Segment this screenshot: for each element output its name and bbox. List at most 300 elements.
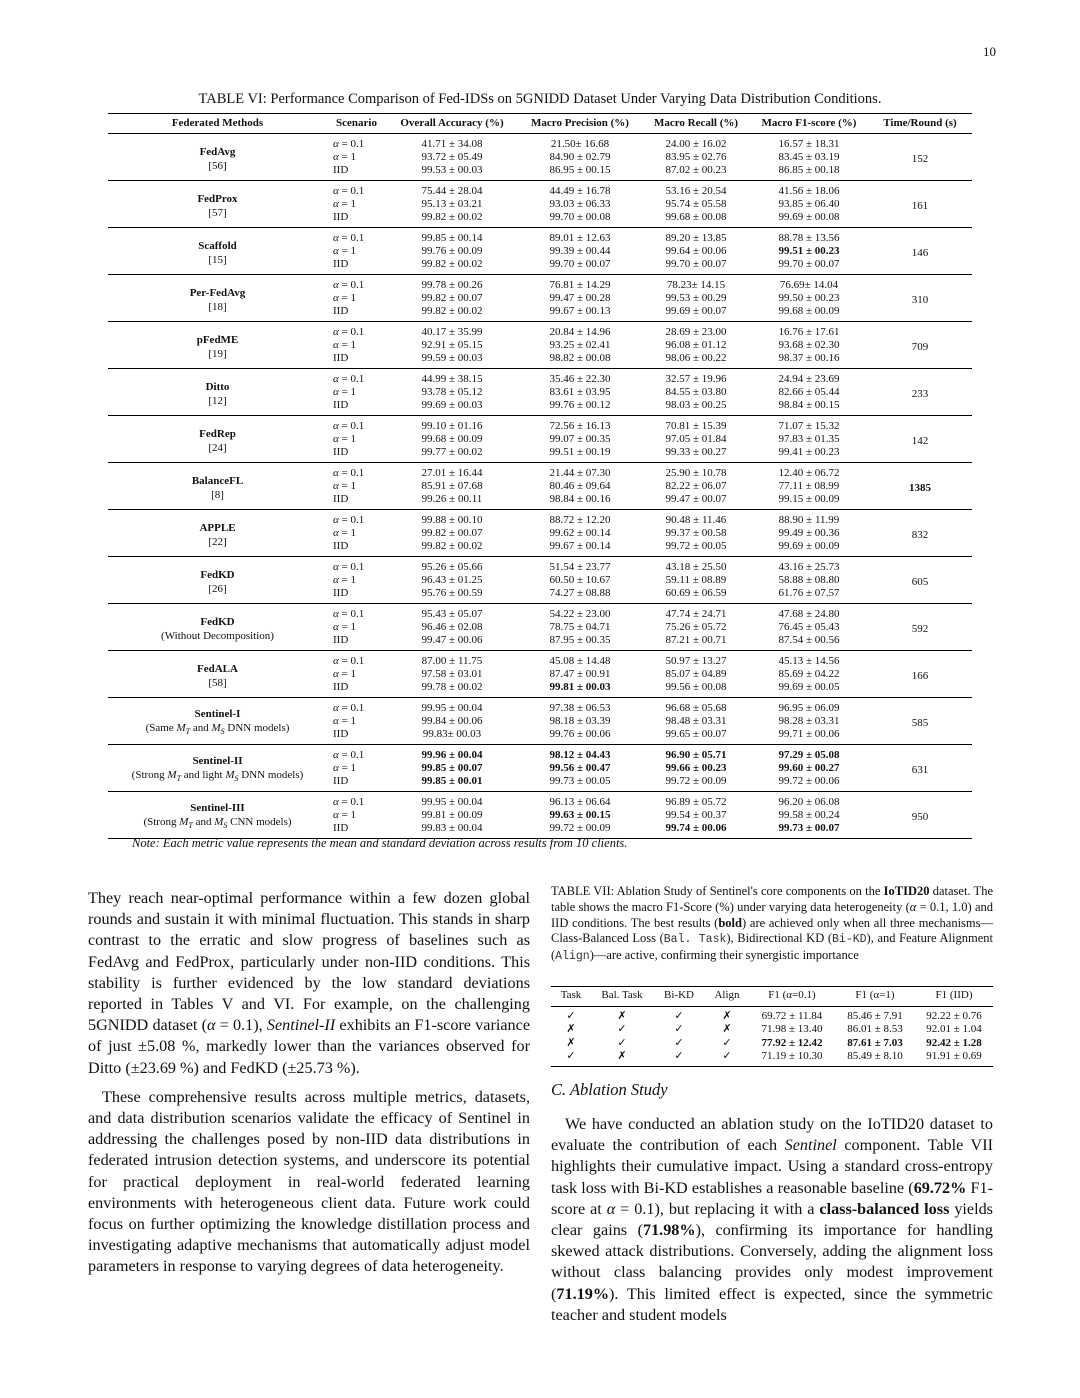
metric-cell: 99.85 ± 00.01 — [421, 775, 483, 787]
metric-cell: 99.26 ± 00.11 — [421, 493, 483, 505]
method-label: Sentinel-III — [190, 801, 245, 814]
scenario-cell: α = 0.1 — [333, 749, 365, 761]
table-row — [108, 557, 972, 575]
metric-cell: 98.37 ± 00.16 — [778, 352, 840, 364]
metric-cell: 99.68 ± 00.09 — [778, 305, 840, 317]
table-row — [108, 604, 972, 622]
table7-caption-text-e: ), and Feature Alignment ( — [551, 931, 993, 963]
component-mark: ✗ — [566, 1023, 576, 1035]
metric-cell: 99.53 ± 00.03 — [421, 164, 483, 176]
metric-cell: 21.44 ± 07.30 — [549, 467, 611, 479]
method-group — [108, 745, 972, 792]
metric-cell: 99.69 ± 00.05 — [778, 681, 840, 693]
metric-cell: 45.13 ± 14.56 — [778, 655, 840, 667]
scenario-cell: α = 0.1 — [333, 655, 365, 667]
scenario-cell: α = 1 — [333, 715, 356, 727]
metric-cell: 99.69 ± 00.08 — [778, 211, 840, 223]
metric-cell: 84.90 ± 02.79 — [549, 151, 611, 163]
scenario-cell: IID — [333, 352, 349, 364]
metric-cell: 99.70 ± 00.07 — [778, 258, 840, 270]
scenario-cell: IID — [333, 446, 349, 458]
metric-cell: 88.72 ± 12.20 — [549, 514, 611, 526]
table-row — [108, 463, 972, 481]
metric-cell: 83.45 ± 03.19 — [778, 151, 840, 163]
time-cell: 605 — [911, 575, 929, 588]
component-mark: ✓ — [705, 1050, 749, 1066]
metric-cell: 97.83 ± 01.35 — [778, 433, 840, 445]
time-cell: 585 — [911, 716, 929, 729]
metric-cell: 76.69± 14.04 — [779, 279, 839, 291]
metric-cell: 82.66 ± 05.44 — [778, 386, 840, 398]
metric-cell: 98.48 ± 03.31 — [665, 715, 727, 727]
method-name — [108, 510, 327, 557]
method-label: FedKD — [200, 569, 235, 581]
metric-cell: 60.69 ± 06.59 — [665, 587, 727, 599]
table7-header-5: F1 (α=1) — [835, 987, 915, 1007]
metric-cell: 44.99 ± 38.15 — [421, 373, 483, 385]
metric-cell: 99.49 ± 00.36 — [778, 527, 840, 539]
method-group — [108, 651, 972, 698]
metric-cell: 95.13 ± 03.21 — [421, 198, 483, 210]
metric-cell: 99.63 ± 00.15 — [549, 809, 611, 821]
metric-cell: 35.46 ± 22.30 — [549, 373, 611, 385]
metric-cell: 77.11 ± 08.99 — [778, 480, 840, 492]
component-mark: ✓ — [617, 1036, 627, 1049]
metric-cell: 78.75 ± 04.71 — [549, 621, 611, 633]
method-sub: (Same $M_T$ and $M_S$ DNN models) — [145, 721, 290, 737]
scenario-cell: α = 1 — [333, 433, 356, 445]
method-group — [108, 792, 972, 839]
metric-cell: 99.82 ± 00.07 — [421, 292, 483, 304]
metric-cell: 99.58 ± 00.24 — [778, 809, 840, 821]
metric-cell: 24.00 ± 16.02 — [665, 138, 727, 150]
metric-cell: 99.10 ± 01.16 — [421, 420, 483, 432]
scenario-cell: IID — [333, 681, 349, 693]
metric-cell: 93.72 ± 05.49 — [421, 151, 483, 163]
time-cell: 709 — [911, 340, 929, 353]
time-cell: 161 — [911, 199, 929, 212]
metric-cell: 98.03 ± 00.25 — [665, 399, 727, 411]
metric-cell: 99.51 ± 00.19 — [549, 446, 611, 458]
metric-cell: 96.95 ± 06.09 — [778, 702, 840, 714]
metric-cell: 99.37 ± 00.58 — [665, 527, 727, 539]
table7-caption-text-c: ) are achieved only when all three mechanisms—Class-Balanced Loss ( — [551, 915, 994, 946]
time-cell: 1385 — [909, 481, 931, 494]
metric-cell: 99.54 ± 00.37 — [665, 809, 727, 821]
scenario-cell: α = 1 — [333, 621, 356, 633]
metric-cell: 99.60 ± 00.27 — [778, 762, 840, 774]
component-mark: ✓ — [674, 1009, 684, 1022]
metric-cell: 99.81 ± 00.03 — [549, 681, 611, 693]
scenario-cell: IID — [333, 305, 349, 317]
metric-cell: 99.69 ± 00.03 — [421, 399, 483, 411]
scenario-cell: IID — [333, 822, 349, 834]
scenario-cell: α = 1 — [333, 339, 356, 351]
metric-cell: 99.41 ± 00.23 — [778, 446, 840, 458]
method-label: Ditto — [205, 381, 230, 393]
metric-cell: 41.56 ± 18.06 — [778, 185, 840, 197]
metric-cell: 43.18 ± 25.50 — [665, 561, 727, 573]
metric-cell: 99.73 ± 00.05 — [549, 775, 611, 787]
metric-cell: 93.25 ± 02.41 — [549, 339, 611, 351]
metric-cell: 99.83± 00.03 — [422, 728, 482, 740]
method-label: Sentinel-II — [192, 754, 243, 767]
scenario-cell: α = 1 — [333, 292, 356, 304]
scenario-cell: IID — [333, 775, 349, 787]
metric-cell: 99.69 ± 00.09 — [778, 540, 840, 552]
metric-cell: 90.48 ± 11.46 — [665, 514, 727, 526]
metric-cell: 28.69 ± 23.00 — [665, 326, 727, 338]
table6-header-3: Macro Precision (%) — [518, 114, 642, 134]
method-name — [108, 557, 327, 604]
method-group — [108, 416, 972, 463]
metric-cell: 85.69 ± 04.22 — [778, 668, 840, 680]
metric-cell: 84.55 ± 03.80 — [665, 386, 727, 398]
metric-cell: 99.95 ± 00.04 — [421, 796, 483, 808]
metric-cell: 99.62 ± 00.14 — [549, 527, 611, 539]
method-sub: (Without Decomposition) — [161, 630, 274, 642]
metric-cell: 96.68 ± 05.68 — [665, 702, 727, 714]
method-sub: (Strong $M_T$ and light $M_S$ DNN models) — [131, 768, 304, 784]
metric-cell: 95.76 ± 00.59 — [421, 587, 483, 599]
table7-caption-text-f: )—are active, confirming their synergistic importance — [589, 948, 859, 963]
metric-cell: 87.00 ± 11.75 — [421, 655, 483, 667]
time-cell: 950 — [911, 810, 929, 823]
scenario-cell: α = 0.1 — [333, 514, 365, 526]
scenario-cell: α = 1 — [333, 480, 356, 492]
component-mark: ✗ — [591, 1050, 653, 1066]
scenario-cell: α = 1 — [333, 668, 356, 680]
metric-cell: 16.57 ± 18.31 — [778, 138, 840, 150]
scenario-cell: IID — [333, 258, 349, 270]
metric-cell: 60.50 ± 10.67 — [549, 574, 611, 586]
metric-cell: 98.28 ± 03.31 — [778, 715, 840, 727]
method-sub: [8] — [211, 489, 224, 501]
metric-cell: 99.76 ± 00.09 — [421, 245, 483, 257]
metric-cell: 20.84 ± 14.96 — [549, 326, 611, 338]
table6-header-0: Federated Methods — [108, 114, 327, 134]
scenario-cell: IID — [333, 634, 349, 646]
metric-cell: 89.01 ± 12.63 — [549, 232, 611, 244]
table-row — [108, 228, 972, 246]
table-row — [108, 369, 972, 387]
metric-cell: 27.01 ± 16.44 — [421, 467, 483, 479]
metric-cell: 96.20 ± 06.08 — [778, 796, 840, 808]
method-group — [108, 322, 972, 369]
table6-caption: TABLE VI: Performance Comparison of Fed-IDSs on 5GNIDD Dataset Under Varying Data Distribution Conditions. — [198, 91, 882, 107]
table-row — [108, 510, 972, 528]
method-name — [108, 416, 327, 463]
metric-cell: 99.76 ± 00.12 — [549, 399, 611, 411]
metric-cell: 86.85 ± 00.18 — [778, 164, 840, 176]
metric-cell: 96.08 ± 01.12 — [665, 339, 727, 351]
table-row — [108, 416, 972, 434]
metric-cell: 96.13 ± 06.64 — [549, 796, 611, 808]
metric-cell: 99.78 ± 00.26 — [421, 279, 483, 291]
table6-note: Note: Each metric value represents the mean and standard deviation across results from 10 clients. — [132, 836, 628, 850]
metric-cell: 99.39 ± 00.44 — [549, 245, 611, 257]
f1-cell: 69.72 ± 11.84 — [761, 1009, 823, 1022]
scenario-cell: α = 1 — [333, 809, 356, 821]
metric-cell: 85.07 ± 04.89 — [665, 668, 727, 680]
f1-cell: 71.19 ± 10.30 — [749, 1050, 835, 1066]
metric-cell: 58.88 ± 08.80 — [778, 574, 840, 586]
metric-cell: 99.70 ± 00.07 — [665, 258, 727, 270]
table7-header-0: Task — [551, 987, 591, 1007]
component-mark: ✓ — [617, 1023, 627, 1035]
scenario-cell: α = 0.1 — [333, 420, 365, 432]
left-column-text — [88, 888, 530, 1278]
metric-cell: 95.26 ± 05.66 — [421, 561, 483, 573]
metric-cell: 61.76 ± 07.57 — [778, 587, 840, 599]
metric-cell: 76.45 ± 05.43 — [778, 621, 840, 633]
method-sub: [26] — [208, 583, 227, 595]
metric-cell: 99.67 ± 00.13 — [549, 305, 611, 317]
metric-cell: 95.43 ± 05.07 — [421, 608, 483, 620]
metric-cell: 99.56 ± 00.08 — [665, 681, 727, 693]
time-cell: 146 — [911, 246, 929, 259]
metric-cell: 99.71 ± 00.06 — [778, 728, 840, 740]
method-label: FedRep — [199, 428, 236, 440]
method-name — [108, 745, 327, 792]
paragraph-1: They reach near-optimal performance within a few dozen global rounds and sustain it with minimal fluctuation. This stands in sharp contrast to the erratic and slow progress of baselines such as FedAvg and FedProx, particularly under non-IID conditions. This stability is further evidenced by the low standard deviations reported in Tables V and VI. For example, on the challenging 5GNIDD dataset (α = 0.1), Sentinel-II exhibits an F1-score variance of just ±5.08 %, markedly lower than the variances observed for Ditto (±23.69 %) and FedKD (±25.73 %). — [88, 889, 531, 1077]
method-label: FedAvg — [199, 146, 236, 158]
time-cell: 631 — [911, 763, 929, 776]
metric-cell: 47.74 ± 24.71 — [665, 608, 727, 620]
metric-cell: 99.72 ± 00.05 — [665, 540, 727, 552]
method-name — [108, 792, 327, 839]
table-row — [551, 1050, 993, 1066]
metric-cell: 44.49 ± 16.78 — [549, 185, 611, 197]
method-sub: [19] — [208, 348, 227, 360]
metric-cell: 99.82 ± 00.07 — [421, 527, 483, 539]
table-row — [551, 1023, 993, 1037]
f1-cell: 87.61 ± 7.03 — [847, 1036, 903, 1049]
metric-cell: 99.78 ± 00.02 — [421, 681, 483, 693]
metric-cell: 87.47 ± 00.91 — [549, 668, 611, 680]
metric-cell: 97.58 ± 03.01 — [421, 668, 483, 680]
table7-header-row — [551, 987, 993, 1007]
scenario-cell: α = 0.1 — [333, 608, 365, 620]
metric-cell: 70.81 ± 15.39 — [665, 420, 727, 432]
component-mark: ✓ — [551, 1050, 591, 1066]
method-label: FedProx — [197, 193, 238, 205]
metric-cell: 98.84 ± 00.16 — [549, 493, 611, 505]
metric-cell: 72.56 ± 16.13 — [549, 420, 611, 432]
metric-cell: 99.47 ± 00.06 — [421, 634, 483, 646]
method-label: BalanceFL — [191, 475, 244, 487]
metric-cell: 99.66 ± 00.23 — [665, 762, 727, 774]
method-group — [108, 228, 972, 275]
metric-cell: 25.90 ± 10.78 — [665, 467, 727, 479]
f1-cell: 85.49 ± 8.10 — [835, 1050, 915, 1066]
time-cell: 152 — [911, 152, 929, 165]
metric-cell: 45.08 ± 14.48 — [549, 655, 611, 667]
table7 — [551, 986, 993, 1067]
table6 — [108, 113, 972, 839]
metric-cell: 99.70 ± 00.08 — [549, 211, 611, 223]
code-bal-task: Bal. Task — [663, 933, 727, 947]
time-cell: 142 — [911, 434, 929, 447]
table7-caption — [551, 884, 993, 965]
method-sub: [22] — [208, 536, 227, 548]
scenario-cell: IID — [333, 728, 349, 740]
metric-cell: 82.22 ± 06.07 — [665, 480, 727, 492]
metric-cell: 99.67 ± 00.14 — [549, 540, 611, 552]
table7-header-1: Bal. Task — [591, 987, 653, 1007]
metric-cell: 99.15 ± 00.09 — [778, 493, 840, 505]
scenario-cell: α = 1 — [333, 151, 356, 163]
metric-cell: 16.76 ± 17.61 — [778, 326, 840, 338]
metric-cell: 99.73 ± 00.07 — [778, 822, 840, 834]
metric-cell: 99.51 ± 00.23 — [778, 245, 840, 257]
method-name — [108, 275, 327, 322]
metric-cell: 99.47 ± 00.28 — [549, 292, 611, 304]
scenario-cell: IID — [333, 399, 349, 411]
table6-header-2: Overall Accuracy (%) — [386, 114, 518, 134]
method-group — [108, 510, 972, 557]
method-label: FedALA — [197, 663, 238, 675]
table-row — [108, 745, 972, 763]
method-group — [108, 463, 972, 510]
scenario-cell: IID — [333, 587, 349, 599]
metric-cell: 41.71 ± 34.08 — [421, 138, 483, 150]
metric-cell: 88.90 ± 11.99 — [778, 514, 840, 526]
metric-cell: 89.20 ± 13.85 — [665, 232, 727, 244]
metric-cell: 93.85 ± 06.40 — [778, 198, 840, 210]
component-mark: ✗ — [617, 1009, 627, 1022]
metric-cell: 99.33 ± 00.27 — [665, 446, 727, 458]
metric-cell: 99.72 ± 00.09 — [665, 775, 727, 787]
method-name — [108, 651, 327, 698]
metric-cell: 54.22 ± 23.00 — [549, 608, 611, 620]
metric-cell: 98.18 ± 03.39 — [549, 715, 611, 727]
metric-cell: 97.38 ± 06.53 — [549, 702, 611, 714]
metric-cell: 97.29 ± 05.08 — [778, 749, 840, 761]
method-label: pFedME — [196, 334, 239, 346]
component-mark: ✗ — [722, 1009, 732, 1022]
method-sub: [57] — [208, 207, 227, 219]
metric-cell: 95.74 ± 05.58 — [665, 198, 727, 210]
table-row — [551, 1006, 993, 1023]
metric-cell: 96.46 ± 02.08 — [421, 621, 483, 633]
method-sub: [58] — [208, 677, 227, 689]
f1-cell: 85.46 ± 7.91 — [847, 1009, 903, 1022]
table7-header-4: F1 (α=0.1) — [749, 987, 835, 1007]
scenario-cell: α = 1 — [333, 762, 356, 774]
method-name — [108, 463, 327, 510]
metric-cell: 99.81 ± 00.09 — [421, 809, 483, 821]
method-sub: [12] — [208, 395, 227, 407]
method-group — [108, 181, 972, 228]
table7-caption-body: dataset. The table shows the macro F1-Score (%) under varying data heterogeneity (α = 0.1, 1.0) and IID conditions. The best results ( — [551, 884, 994, 930]
metric-cell: 71.07 ± 15.32 — [778, 420, 840, 432]
metric-cell: 99.47 ± 00.07 — [665, 493, 727, 505]
table6-header-6: Time/Round (s) — [868, 114, 972, 134]
page-number: 10 — [983, 44, 996, 59]
metric-cell: 93.68 ± 02.30 — [778, 339, 840, 351]
metric-cell: 32.57 ± 19.96 — [665, 373, 727, 385]
table7-caption-bold: bold — [718, 915, 742, 930]
method-group — [108, 698, 972, 745]
method-name — [108, 698, 327, 745]
table-row — [108, 322, 972, 340]
method-group — [108, 557, 972, 604]
metric-cell: 83.95 ± 02.76 — [665, 151, 727, 163]
metric-cell: 99.74 ± 00.06 — [665, 822, 727, 834]
scenario-cell: IID — [333, 164, 349, 176]
metric-cell: 47.68 ± 24.80 — [778, 608, 840, 620]
time-cell: 166 — [911, 669, 929, 682]
metric-cell: 99.68 ± 00.08 — [665, 211, 727, 223]
method-name — [108, 369, 327, 416]
f1-cell: 86.01 ± 8.53 — [847, 1023, 903, 1035]
table-row — [108, 698, 972, 716]
metric-cell: 99.53 ± 00.29 — [665, 292, 727, 304]
metric-cell: 99.82 ± 00.02 — [421, 540, 483, 552]
component-mark: ✗ — [566, 1036, 576, 1049]
scenario-cell: α = 0.1 — [333, 232, 365, 244]
f1-cell: 91.91 ± 0.69 — [915, 1050, 993, 1066]
method-name — [108, 181, 327, 228]
metric-cell: 43.16 ± 25.73 — [778, 561, 840, 573]
table6-header-1: Scenario — [327, 114, 386, 134]
metric-cell: 96.43 ± 01.25 — [421, 574, 483, 586]
component-mark: ✗ — [722, 1023, 732, 1035]
metric-cell: 40.17 ± 35.99 — [421, 326, 483, 338]
scenario-cell: α = 0.1 — [333, 138, 365, 150]
scenario-cell: α = 0.1 — [333, 467, 365, 479]
method-name — [108, 604, 327, 651]
metric-cell: 87.21 ± 00.71 — [665, 634, 727, 646]
metric-cell: 99.82 ± 00.02 — [421, 305, 483, 317]
metric-cell: 99.77 ± 00.02 — [421, 446, 483, 458]
metric-cell: 83.61 ± 03.95 — [549, 386, 611, 398]
table7-caption-dataset: IoTID20 — [883, 884, 930, 898]
scenario-cell: α = 1 — [333, 198, 356, 210]
scenario-cell: α = 0.1 — [333, 279, 365, 291]
metric-cell: 80.46 ± 09.64 — [549, 480, 611, 492]
table6-header-row — [108, 114, 972, 134]
scenario-cell: IID — [333, 540, 349, 552]
method-label: APPLE — [199, 522, 236, 534]
scenario-cell: α = 0.1 — [333, 326, 365, 338]
metric-cell: 99.72 ± 00.09 — [549, 822, 611, 834]
time-cell: 310 — [911, 293, 929, 306]
scenario-cell: IID — [333, 493, 349, 505]
metric-cell: 21.50± 16.68 — [550, 138, 610, 150]
component-mark: ✓ — [653, 1050, 705, 1066]
metric-cell: 87.54 ± 00.56 — [778, 634, 840, 646]
component-mark: ✓ — [722, 1036, 732, 1049]
metric-cell: 99.85 ± 00.07 — [421, 762, 483, 774]
scenario-cell: α = 0.1 — [333, 702, 365, 714]
metric-cell: 96.89 ± 05.72 — [665, 796, 727, 808]
time-cell: 592 — [911, 622, 929, 635]
method-name — [108, 228, 327, 275]
metric-cell: 96.90 ± 05.71 — [665, 749, 727, 761]
f1-cell: 71.98 ± 13.40 — [761, 1023, 823, 1035]
metric-cell: 88.78 ± 13.56 — [778, 232, 840, 244]
f1-cell: 77.92 ± 12.42 — [761, 1036, 823, 1049]
metric-cell: 98.82 ± 00.08 — [549, 352, 611, 364]
section-text: We have conducted an ablation study on the IoTID20 dataset to evaluate the contribution of each Sentinel component. Table VII highlights their cumulative impact. Using a standard cross-entropy task loss with Bi-KD establishes a reasonable baseline (69.72% F1-score at α = 0.1), but replacing it with a class-balanced loss yields clear gains (71.98%), confirming its importance for handling skewed attack distributions. Conversely, adding the alignment loss without class balancing provides only modest improvement (71.19%). This limited effect is expected, since the symmetric teacher and student models — [551, 1115, 994, 1324]
component-mark: ✓ — [674, 1036, 684, 1049]
metric-cell: 99.72 ± 00.06 — [778, 775, 840, 787]
table6-header-5: Macro F1-score (%) — [750, 114, 868, 134]
metric-cell: 92.91 ± 05.15 — [421, 339, 483, 351]
metric-cell: 99.59 ± 00.03 — [421, 352, 483, 364]
